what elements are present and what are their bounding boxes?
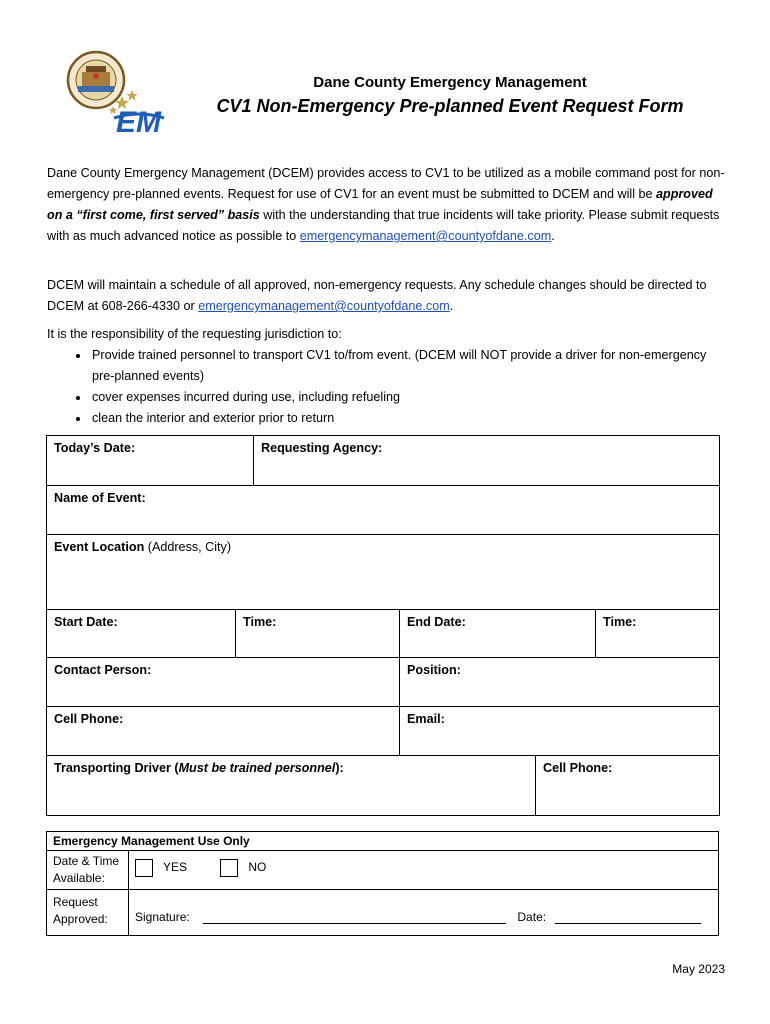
contact-person-field[interactable]: Contact Person: <box>47 658 400 707</box>
date-label: Date: <box>517 910 547 924</box>
list-item: • cover expenses incurred during use, including refueling <box>90 387 727 408</box>
form-title: CV1 Non-Emergency Pre-planned Event Request Form <box>216 96 684 116</box>
request-approved-label: Request Approved: <box>47 890 129 936</box>
start-time-field[interactable]: Time: <box>236 610 400 658</box>
responsibility-section <box>47 324 727 429</box>
request-form-table <box>46 435 720 816</box>
no-checkbox[interactable] <box>220 859 238 877</box>
svg-text:EM: EM <box>116 106 161 138</box>
end-time-field[interactable]: Time: <box>596 610 720 658</box>
organization-name: Dane County Emergency Management <box>313 74 587 91</box>
list-item: • Provide trained personnel to transport CV1 to/from event. (DCEM will NOT provide a driver for non-emergency pre-planned events) <box>90 345 727 387</box>
signature-label: Signature: <box>135 910 190 924</box>
responsibility-list <box>47 345 727 429</box>
list-item: • clean the interior and exterior prior to return <box>90 408 727 429</box>
date-line[interactable] <box>555 911 701 924</box>
event-name-field[interactable]: Name of Event: <box>47 486 720 535</box>
requesting-agency-field[interactable]: Requesting Agency: <box>254 436 720 486</box>
em-use-heading: Emergency Management Use Only <box>47 832 719 851</box>
first-come-notice: approved on a “first come, first served” basis <box>47 187 713 222</box>
cell-phone-field[interactable]: Cell Phone: <box>47 707 400 756</box>
todays-date-field[interactable]: Today’s Date: <box>47 436 254 486</box>
driver-cell-phone-field[interactable]: Cell Phone: <box>536 756 720 816</box>
no-label: NO <box>248 860 267 875</box>
availability-options <box>129 851 719 890</box>
transporting-driver-field[interactable]: Transporting Driver (Must be trained personnel): <box>47 756 536 816</box>
position-field[interactable]: Position: <box>400 658 720 707</box>
signature-line[interactable] <box>203 911 506 924</box>
end-date-field[interactable]: End Date: <box>400 610 596 658</box>
em-use-only-table <box>46 831 719 936</box>
email-link-2[interactable]: emergencymanagement@countyofdane.com <box>198 299 450 313</box>
date-time-available-label: Date & Time Available: <box>47 851 129 890</box>
responsibility-lead: It is the responsibility of the requesting jurisdiction to: <box>47 327 342 341</box>
start-date-field[interactable]: Start Date: <box>47 610 236 658</box>
dane-county-em-logo <box>64 48 174 138</box>
yes-label: YES <box>163 860 188 875</box>
intro-paragraph-2: DCEM will maintain a schedule of all approved, non-emergency requests. Any schedule changes should be directed to DCEM at 608-266-4330 or emergencymanagement@countyofdane.com. <box>47 278 707 313</box>
approval-signature-row <box>129 890 719 936</box>
email-link-1[interactable]: emergencymanagement@countyofdane.com <box>299 229 552 243</box>
yes-checkbox[interactable] <box>135 859 153 877</box>
event-location-field[interactable]: Event Location (Address, City) <box>47 535 720 610</box>
intro-paragraph-1: Dane County Emergency Management (DCEM) provides access to CV1 to be utilized as a mobile command post for non-emergency pre-planned events. Request for use of CV1 for an event must be submitted to DCEM and will be approved on a “first come, first served” basis with the understanding that true incidents will take priority. Please submit requests with as much advanced notice as possible to emergencymanagement@countyofdane.com. <box>47 166 725 243</box>
revision-date: May 2023 <box>672 962 725 976</box>
email-field[interactable]: Email: <box>400 707 720 756</box>
